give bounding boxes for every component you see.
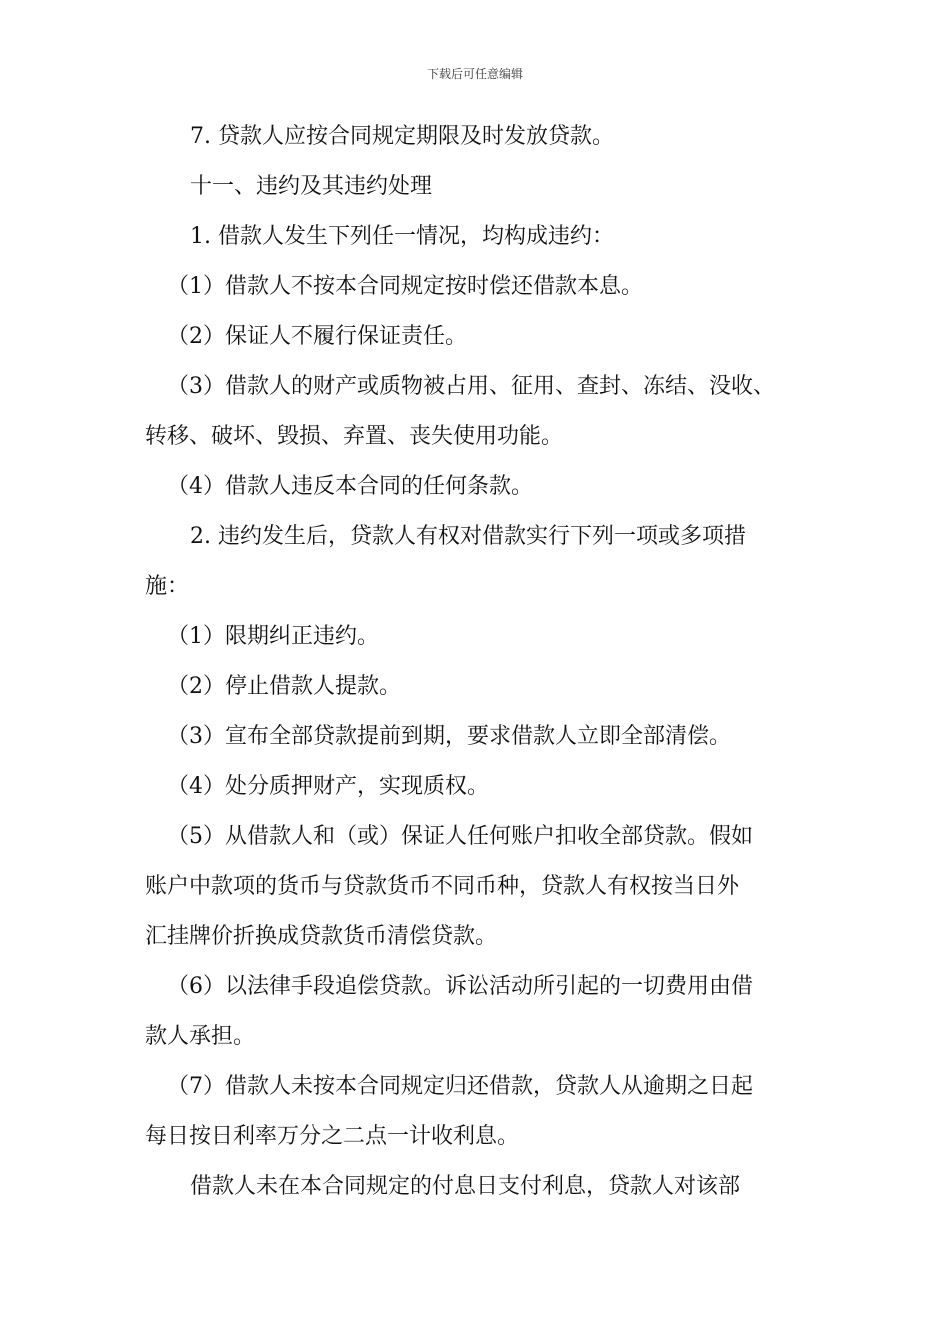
paragraph-continuation: 施： [145, 574, 190, 599]
list-item: （4）借款人违反本合同的任何条款。 [167, 474, 533, 499]
list-item: （6）以法律手段追偿贷款。诉讼活动所引起的一切费用由借 [167, 974, 753, 999]
section-heading: 十一、违约及其违约处理 [190, 174, 433, 199]
list-item-continuation: 款人承担。 [145, 1024, 256, 1049]
list-item-continuation: 账户中款项的货币与贷款货币不同币种，贷款人有权按当日外 [145, 874, 740, 899]
list-item: （2）停止借款人提款。 [167, 674, 401, 699]
paragraph-line: 2. 违约发生后，贷款人有权对借款实行下列一项或多项措 [190, 524, 746, 549]
list-item: （2）保证人不履行保证责任。 [167, 324, 467, 349]
list-item: （3）借款人的财产或质物被占用、征用、查封、冻结、没收、 [167, 374, 775, 399]
list-item-continuation: 汇挂牌价折换成贷款货币清偿贷款。 [145, 924, 498, 949]
page-header: 下载后可任意编辑 [426, 67, 523, 81]
list-item: （3）宣布全部贷款提前到期，要求借款人立即全部清偿。 [167, 724, 731, 749]
list-item: （4）处分质押财产，实现质权。 [167, 774, 489, 799]
list-item: （7）借款人未按本合同规定归还借款，贷款人从逾期之日起 [167, 1074, 753, 1099]
paragraph-line: 1. 借款人发生下列任一情况，均构成违约： [190, 224, 614, 249]
paragraph-line: 借款人未在本合同规定的付息日支付利息，贷款人对该部 [190, 1174, 741, 1199]
list-item: （1）借款人不按本合同规定按时偿还借款本息。 [167, 274, 643, 299]
paragraph-line: 7. 贷款人应按合同规定期限及时发放贷款。 [190, 124, 614, 149]
list-item: （1）限期纠正违约。 [167, 624, 379, 649]
list-item-continuation: 每日按日利率万分之二点一计收利息。 [145, 1124, 520, 1149]
list-item-continuation: 转移、破坏、毁损、弃置、丧失使用功能。 [145, 424, 564, 449]
list-item: （5）从借款人和（或）保证人任何账户扣收全部贷款。假如 [167, 824, 753, 849]
